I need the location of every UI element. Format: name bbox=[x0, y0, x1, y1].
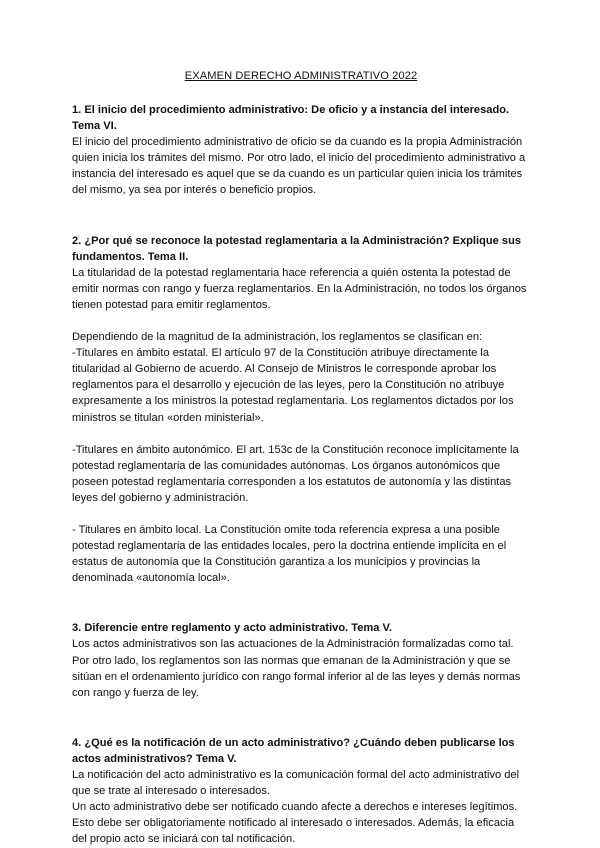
question-3-heading: 3. Diferencie entre reglamento y acto administrativo. Tema V. bbox=[72, 622, 392, 635]
question-4-answer-paragraph: Un acto administrativo debe ser notificado cuando afecte a derechos e intereses legítimos. Esto debe ser obligatoriamente notificado al interesado o interesados. Además, la eficacia del propio acto se iniciará con tal notificación. bbox=[72, 801, 518, 846]
question-2-answer-paragraph: Dependiendo de la magnitud de la administración, los reglamentos se clasifican en: bbox=[72, 331, 483, 344]
paragraph-spacer bbox=[72, 426, 530, 442]
question-2-heading: 2. ¿Por qué se reconoce la potestad reglamentaria a la Administración? Explique sus fundamentos. Tema II. bbox=[72, 234, 522, 263]
question-3 bbox=[72, 620, 530, 700]
section-spacer bbox=[72, 199, 530, 233]
question-2-answer-paragraph: -Titulares en ámbito estatal. El artículo 97 de la Constitución atribuye directamente la titularidad al Gobierno de acuerdo. Al Consejo de Ministros le corresponde aprobar los reglamentos para el desarrollo y ejecución de las leyes, pero la Constitución no atribuye expresamente a los ministros la potestad reglamentaria. Los reglamentos dictados por los ministros se titulan «orden ministerial». bbox=[72, 347, 514, 424]
question-1-answer-paragraph: El inicio del procedimiento administrativo de oficio se da cuando es la propia Administración quien inicia los trámites del mismo. Por otro lado, el inicio del procedimiento administrativo a instancia del interesado es aquel que se da cuando es un particular quien inicia los trámites del mismo, ya sea por interés o beneficio propios. bbox=[72, 136, 526, 197]
question-4-answer-paragraph: La notificación del acto administrativo es la comunicación formal del acto administrativo del que se trate al interesado o interesados. bbox=[72, 769, 520, 798]
question-3-answer-paragraph: Los actos administrativos son las actuaciones de la Administración formalizadas como tal. Por otro lado, los reglamentos son las normas que emanan de la Administración y que se sitúan en el ordenamiento jurídico con rango formal inferior al de las leyes y demás normas con rango y fuerza de ley. bbox=[72, 638, 521, 699]
section-spacer bbox=[72, 701, 530, 735]
paragraph-spacer bbox=[72, 506, 530, 522]
question-1-heading: 1. El inicio del procedimiento administrativo: De oficio y a instancia del interesado. Tema VI. bbox=[72, 104, 510, 133]
question-4 bbox=[72, 735, 530, 848]
question-4-heading: 4. ¿Qué es la notificación de un acto administrativo? ¿Cuándo deben publicarse los actos administrativos? Tema V. bbox=[72, 736, 515, 765]
question-1 bbox=[72, 102, 530, 199]
document-title: EXAMEN DERECHO ADMINISTRATIVO 2022 bbox=[184, 70, 418, 82]
section-spacer bbox=[72, 586, 530, 620]
question-2 bbox=[72, 233, 530, 587]
question-2-answer-paragraph: La titularidad de la potestad reglamentaria hace referencia a quién ostenta la potestad de emitir normas con rango y fuerza reglamentarios. En la Administración, no todos los órganos tienen potestad para emitir reglamentos. bbox=[72, 266, 527, 311]
document-page bbox=[72, 68, 530, 847]
question-2-answer-paragraph: - Titulares en ámbito local. La Constitución omite toda referencia expresa a una posible potestad reglamentaria de las entidades locales, pero la doctrina entiende implícita en el estatus de autonomía que la Constitución garantiza a los municipios y provincias la denominada «autonomía local». bbox=[72, 523, 507, 585]
question-2-answer-paragraph: -Titulares en ámbito autonómico. El art. 153c de la Constitución reconoce implícitamente la potestad reglamentaria de las comunidades autónomas. Los órganos autonómicos que poseen potestad reglamentaria corresponden a los estatutos de autonomía y las distintas leyes del gobierno y administración. bbox=[72, 443, 519, 504]
paragraph-spacer bbox=[72, 313, 530, 329]
